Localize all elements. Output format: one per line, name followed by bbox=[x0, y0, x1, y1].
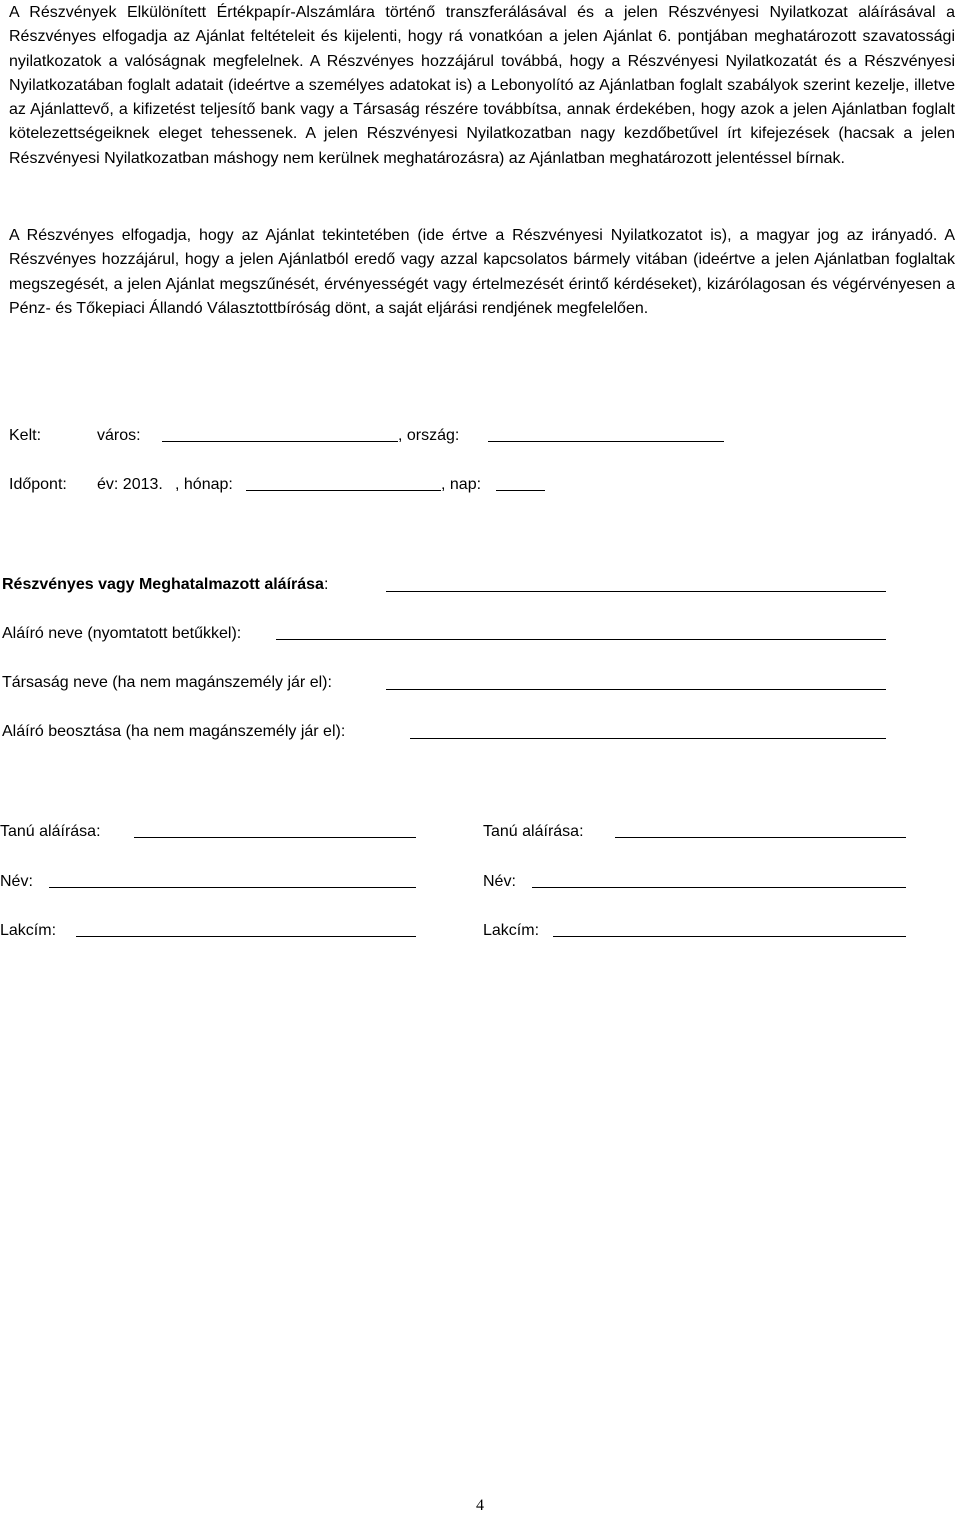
month-label: , hónap: bbox=[175, 476, 233, 493]
day-label: , nap: bbox=[441, 476, 482, 493]
signer-name-field[interactable] bbox=[276, 639, 886, 640]
witness-1-name-field[interactable] bbox=[49, 887, 416, 888]
signer-position-label: Aláíró beosztása (ha nem magánszemély jár el): bbox=[2, 723, 346, 740]
signature-label-colon: : bbox=[323, 576, 329, 593]
witness-2-address-field[interactable] bbox=[553, 936, 906, 937]
governing-law-paragraph: A Részvényes elfogadja, hogy az Ajánlat tekintetében (ide értve a Részvényesi Nyilatkozatot is), a magyar jog az irányadó. A Részvényes hozzájárul, hogy a jelen Ajánlatból eredő vagy azzal kapcsolatos bármely vitában (ideértve a jelen Ajánlatban foglaltak megszegését, a jelen Ajánlat megszűnését, érvényességét vagy értelmezését érintő kérdéseket), kizárólagosan és végérvényesen a Pénz- és Tőkepiaci Állandó Választottbíróság dönt, a saját eljárási rendjének megfelelően. bbox=[9, 227, 955, 317]
signature-label-text: Részvényes vagy Meghatalmazott aláírása bbox=[2, 576, 324, 593]
company-name-label: Társaság neve (ha nem magánszemély jár el): bbox=[2, 674, 332, 691]
country-label: , ország: bbox=[398, 427, 460, 444]
page-number: 4 bbox=[476, 1497, 484, 1514]
witness-1-signature-label: Tanú aláírása: bbox=[0, 823, 101, 840]
city-field[interactable] bbox=[162, 441, 398, 442]
signature-field[interactable] bbox=[386, 591, 886, 592]
signature-label bbox=[2, 575, 328, 595]
consent-paragraph: A Részvények Elkülönített Értékpapír-Alszámlára történő transzferálásával és a jelen Részvényesi Nyilatkozat aláírásával a Részvényes elfogadja az Ajánlat feltételeit és kijelenti, hogy rá vonatkóan a jelen Ajánlat 6. pontjában meghatározott szavatossági nyilatkozatok a valóságnak megfelelnek. A Részvényes hozzájárul továbbá, hogy a Részvényesi Nyilatkozatát és a Részvényesi Nyilatkozatában foglalt adatait (ideértve a személyes adatokat is) a Lebonyolító az Ajánlatban foglalt szabályok szerint kezelje, illetve az Ajánlattevő, a kifizetést teljesítő bank vagy a Társaság részére továbbítsa, annak érdekében, hogy azok a jelen Ajánlatban foglalt kötelezettségeiknek eleget tehessenek. A jelen Részvényesi Nyilatkozatban nagy kezdőbetűvel írt kifejezések (hacsak a jelen Részvényesi Nyilatkozatban máshogy nem kerülnek meghatározásra) az Ajánlatban meghatározott jelentéssel bírnak. bbox=[9, 4, 955, 167]
witness-2-name-label: Név: bbox=[483, 873, 516, 890]
year-label: év: 2013. bbox=[97, 476, 163, 493]
witness-2-address-label: Lakcím: bbox=[483, 922, 540, 939]
month-field[interactable] bbox=[246, 490, 441, 491]
signer-position-field[interactable] bbox=[410, 738, 886, 739]
country-field[interactable] bbox=[488, 441, 724, 442]
witness-1-address-field[interactable] bbox=[76, 936, 416, 937]
witness-2-signature-field[interactable] bbox=[615, 837, 906, 838]
witness-1-name-label: Név: bbox=[0, 873, 33, 890]
witness-1-signature-field[interactable] bbox=[134, 837, 416, 838]
kelt-label: Kelt: bbox=[9, 427, 42, 444]
witness-1-address-label: Lakcím: bbox=[0, 922, 57, 939]
city-label: város: bbox=[97, 427, 141, 444]
signer-name-label: Aláíró neve (nyomtatott betűkkel): bbox=[2, 625, 242, 642]
date-label: Időpont: bbox=[9, 476, 67, 493]
witness-2-signature-label: Tanú aláírása: bbox=[483, 823, 584, 840]
day-field[interactable] bbox=[496, 490, 545, 491]
witness-2-name-field[interactable] bbox=[532, 887, 906, 888]
company-name-field[interactable] bbox=[386, 689, 886, 690]
